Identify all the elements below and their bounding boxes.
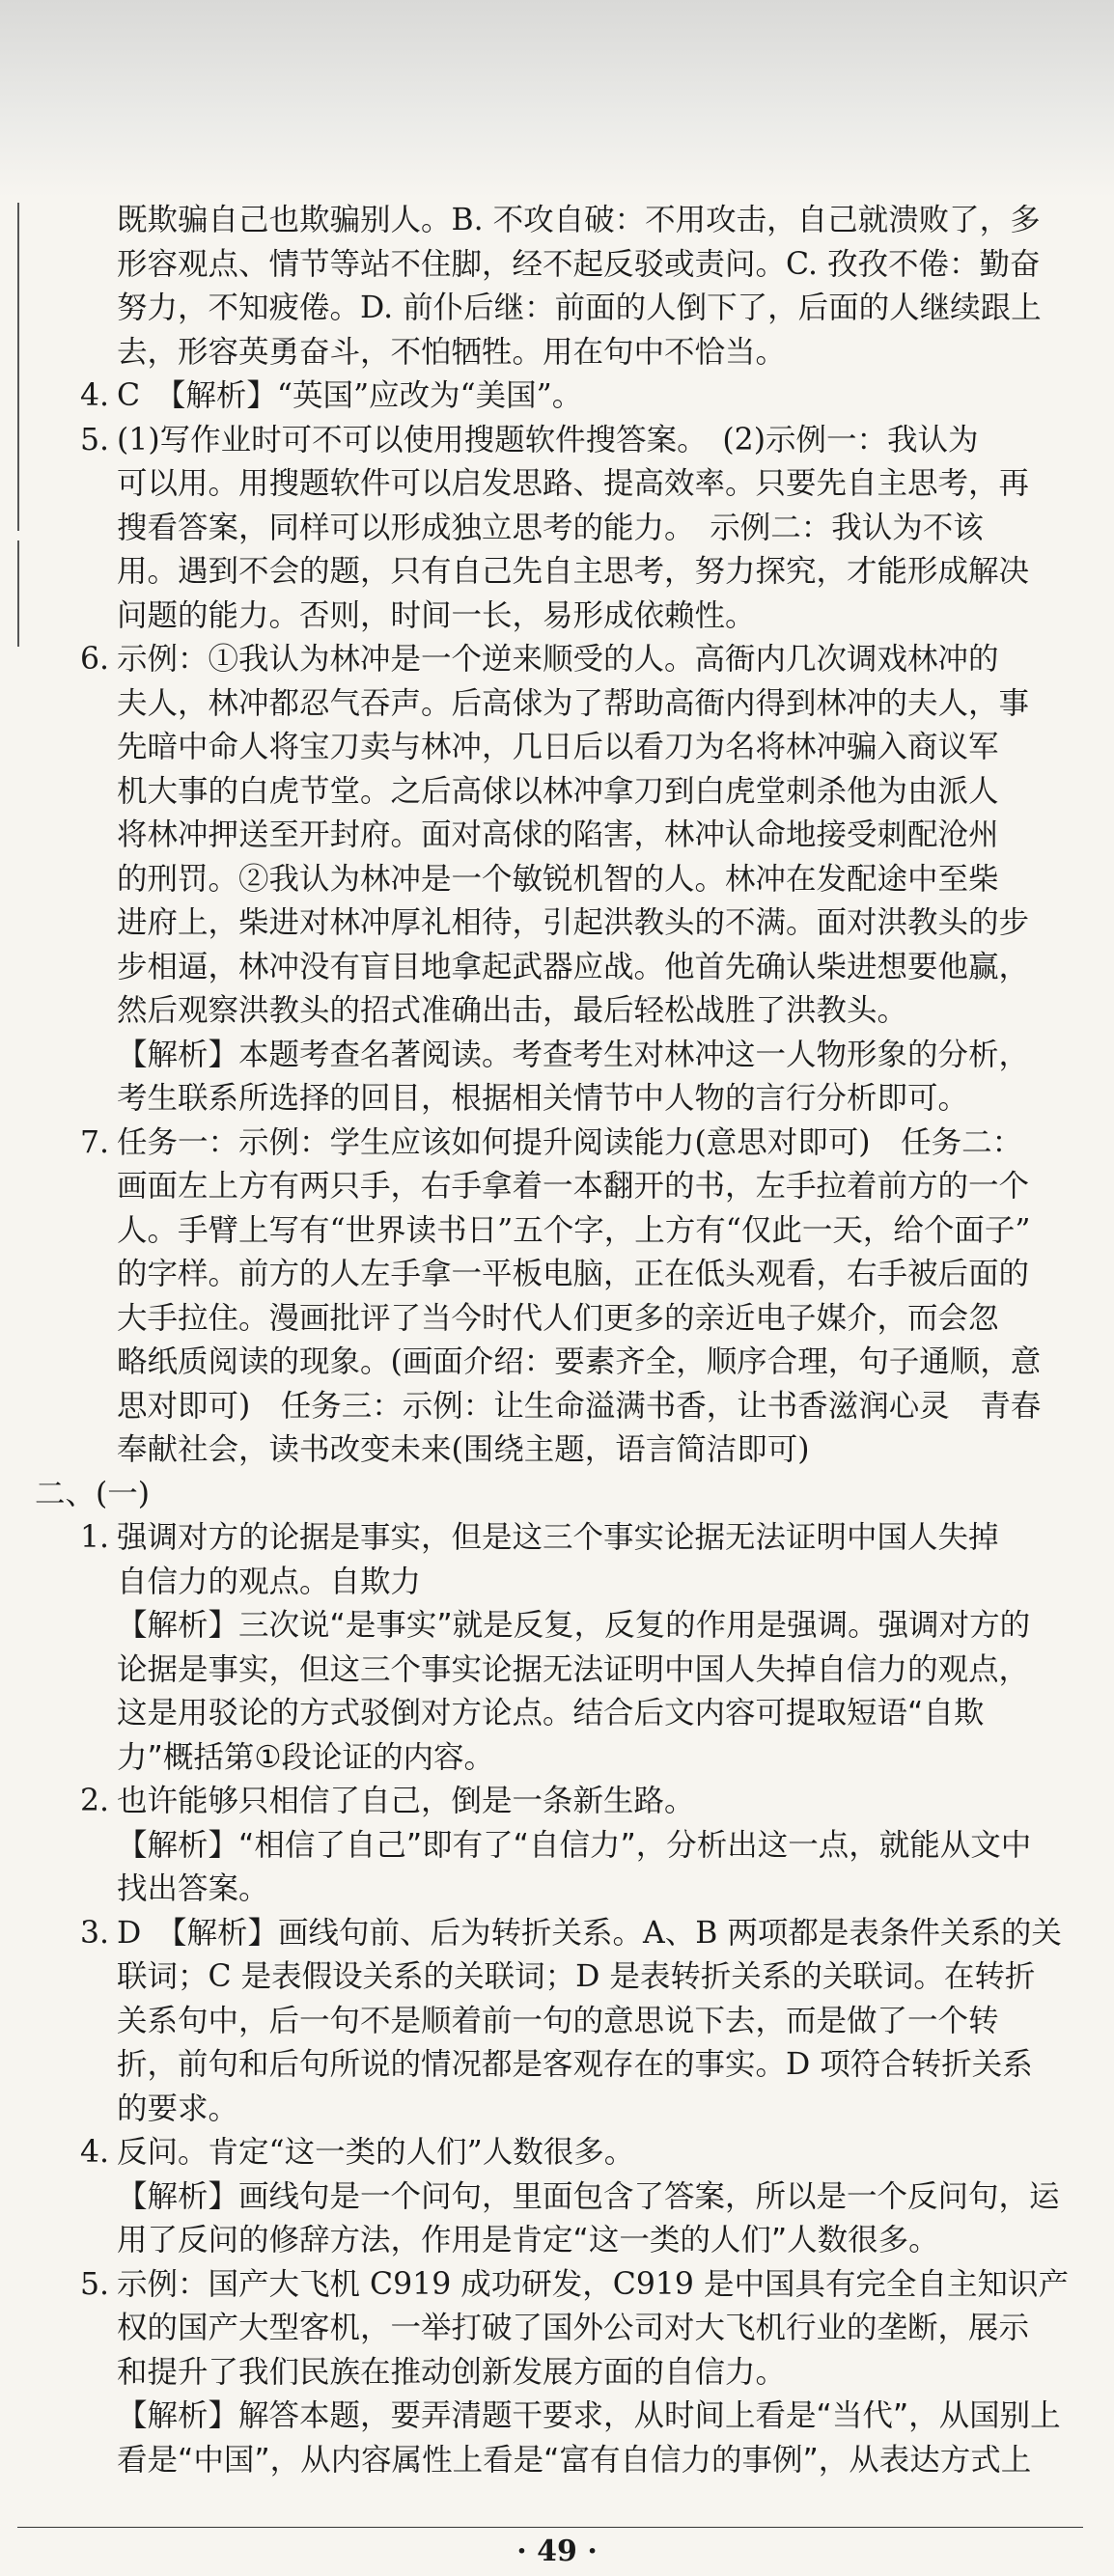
- scan-top-shadow: [0, 0, 1114, 198]
- text-line: 奉献社会，读书改变未来(围绕主题，语言简洁即可): [117, 1432, 810, 1467]
- analysis-line: 【解析】“相信了自己”即有了“自信力”，分析出这一点，就能从文中: [117, 1827, 1032, 1863]
- item-number: 3.: [80, 1915, 110, 1951]
- margin-rule: [17, 540, 19, 647]
- analysis-line: 看是“中国”，从内容属性上看是“富有自信力的事例”，从表达方式上: [117, 2442, 1032, 2478]
- continuation-block: [35, 199, 1081, 374]
- analysis-line: 【解析】画线句是一个问句，里面包含了答案，所以是一个反问句，运: [117, 2178, 1060, 2214]
- answer-item-2-4: [35, 2131, 1081, 2175]
- text-line: 努力，不知疲倦。D. 前仆后继：前面的人倒下了，后面的人继续跟上: [117, 291, 1042, 325]
- answer-item-2-5: [35, 2263, 1081, 2396]
- text-line: (1)写作业时可不可以使用搜题软件搜答案。 (2)示例一：我认为: [117, 422, 979, 457]
- text-line: 任务一：示例：学生应该如何提升阅读能力(意思对即可) 任务二：: [117, 1124, 1023, 1160]
- text-line: 既欺骗自己也欺骗别人。B. 不攻自破：不用攻击，自己就溃败了，多: [117, 203, 1041, 237]
- text-line: 关系句中，后一句不是顺着前一句的意思说下去，而是做了一个转: [117, 2003, 999, 2038]
- section-heading: 二、(一): [35, 1476, 151, 1511]
- item-number: 6.: [80, 642, 110, 677]
- text-line: 用。遇到不会的题，只有自己先自主思考，努力探究，才能形成解决: [117, 554, 1030, 589]
- text-line: 进府上，柴进对林冲厚礼相待，引起洪教头的不满。面对洪教头的步: [117, 905, 1030, 940]
- text-line: 的要求。: [117, 2091, 239, 2126]
- answer-content: [35, 199, 1081, 2482]
- text-line: 问题的能力。否则，时间一长，易形成依赖性。: [117, 597, 756, 633]
- text-line: 权的国产大型客机，一举打破了国外公司对大飞机行业的垄断，展示: [117, 2311, 1030, 2345]
- item-number: 1.: [80, 1520, 110, 1555]
- text-line: 思对即可) 任务三：示例：让生命溢满书香，让书香滋润心灵 青春: [117, 1388, 1042, 1424]
- analysis-line: 【解析】解答本题，要弄清题干要求，从时间上看是“当代”，从国别上: [117, 2398, 1061, 2433]
- text-line: 先暗中命人将宝刀卖与林冲，几日后以看刀为名将林冲骗入商议军: [117, 730, 999, 764]
- text-line: D 【解析】画线句前、后为转折关系。A、B 两项都是表条件关系的关: [117, 1915, 1062, 1951]
- item-number: 4.: [80, 2135, 110, 2170]
- page-number: · 49 ·: [516, 2534, 598, 2568]
- text-line: 也许能够只相信了自己，倒是一条新生路。: [117, 1784, 695, 1818]
- item-number: 4.: [80, 378, 110, 413]
- analysis-line: 论据是事实，但这三个事实论据无法证明中国人失掉自信力的观点，: [117, 1651, 1030, 1687]
- analysis-line: 考生联系所选择的回目，根据相关情节中人物的言行分析即可。: [117, 1081, 969, 1116]
- text-line: 将林冲押送至开封府。面对高俅的陷害，林冲认命地接受刺配沧州: [117, 817, 999, 852]
- analysis-line: 找出答案。: [117, 1871, 269, 1906]
- text-line: 可以用。用搜题软件可以启发思路、提高效率。只要先自主思考，再: [117, 466, 1030, 501]
- text-line: 折，前句和后句所说的情况都是客观存在的事实。D 项符合转折关系: [117, 2047, 1033, 2082]
- footer-rule: [17, 2527, 1083, 2528]
- text-line: 画面左上方有两只手，右手拿着一本翻开的书，左手拉着前方的一个: [117, 1169, 1030, 1204]
- answer-item-2-2: [35, 1780, 1081, 1824]
- answer-item-7: [35, 1122, 1081, 1473]
- analysis-block: [35, 2175, 1081, 2263]
- text-line: 联词；C 是表假设关系的关联词；D 是表转折关系的关联词。在转折: [117, 1959, 1036, 1994]
- analysis-line: 力”概括第①段论证的内容。: [117, 1739, 495, 1775]
- text-line: 形容观点、情节等站不住脚，经不起反驳或责问。C. 孜孜不倦：勤奋: [117, 246, 1041, 282]
- answer-item-4: [35, 374, 1081, 419]
- analysis-line: 【解析】三次说“是事实”就是反复，反复的作用是强调。强调对方的: [117, 1608, 1031, 1643]
- analysis-line: 【解析】本题考查名著阅读。考查考生对林冲这一人物形象的分析，: [117, 1037, 1030, 1072]
- text-line: 强调对方的论据是事实，但是这三个事实论据无法证明中国人失掉: [117, 1520, 999, 1555]
- item-number: 7.: [80, 1124, 110, 1160]
- answer-item-2-3: [35, 1912, 1081, 2132]
- text-line: 的字样。前方的人左手拿一平板电脑，正在低头观看，右手被后面的: [117, 1257, 1030, 1291]
- item-number: 5.: [80, 2266, 110, 2302]
- analysis-block: [35, 1604, 1081, 1780]
- text-line: 示例：国产大飞机 C919 成功研发，C919 是中国具有完全自主知识产: [117, 2266, 1069, 2302]
- text-line: 自信力的观点。自欺力: [117, 1564, 422, 1599]
- text-line: 和提升了我们民族在推动创新发展方面的自信力。: [117, 2354, 787, 2390]
- item-number: 5.: [80, 422, 110, 457]
- analysis-block: [35, 2395, 1081, 2482]
- answer-item-2-1: [35, 1516, 1081, 1604]
- answer-item-5: [35, 419, 1081, 639]
- analysis-block: [35, 1824, 1081, 1912]
- text-line: 反问。肯定“这一类的人们”人数很多。: [117, 2135, 635, 2170]
- analysis-line: 用了反问的修辞方法，作用是肯定“这一类的人们”人数很多。: [117, 2223, 939, 2257]
- text-line: 机大事的白虎节堂。之后高俅以林冲拿刀到白虎堂刺杀他为由派人: [117, 773, 999, 809]
- text-line: 去，形容英勇奋斗，不怕牺牲。用在句中不恰当。: [117, 334, 787, 370]
- text-line: 略纸质阅读的现象。(画面介绍：要素齐全，顺序合理，句子通顺，意: [117, 1344, 1042, 1379]
- text-line: 人。手臂上写有“世界读书日”五个字，上方有“仅此一天，给个面子”: [117, 1212, 1031, 1248]
- margin-rule: [17, 203, 19, 531]
- text-line: 示例：①我认为林冲是一个逆来顺受的人。高衙内几次调戏林冲的: [117, 642, 999, 677]
- text-line: 大手拉住。漫画批评了当今时代人们更多的亲近电子媒介，而会忽: [117, 1300, 999, 1336]
- text-line: 然后观察洪教头的招式准确出击，最后轻松战胜了洪教头。: [117, 993, 908, 1028]
- text-line: 搜看答案，同样可以形成独立思考的能力。 示例二：我认为不该: [117, 510, 984, 545]
- analysis-line: 这是用驳论的方式驳倒对方论点。结合后文内容可提取短语“自欺: [117, 1696, 985, 1731]
- analysis-block: [35, 1034, 1081, 1122]
- text-line: C 【解析】“英国”应改为“美国”。: [117, 378, 583, 413]
- answer-item-6: [35, 638, 1081, 1034]
- text-line: 夫人，林冲都忍气吞声。后高俅为了帮助高衙内得到林冲的夫人，事: [117, 685, 1030, 721]
- text-line: 步相逼，林冲没有盲目地拿起武器应战。他首先确认柴进想要他赢，: [117, 949, 1030, 984]
- text-line: 的刑罚。②我认为林冲是一个敏锐机智的人。林冲在发配途中至柴: [117, 861, 999, 897]
- item-number: 2.: [80, 1784, 110, 1818]
